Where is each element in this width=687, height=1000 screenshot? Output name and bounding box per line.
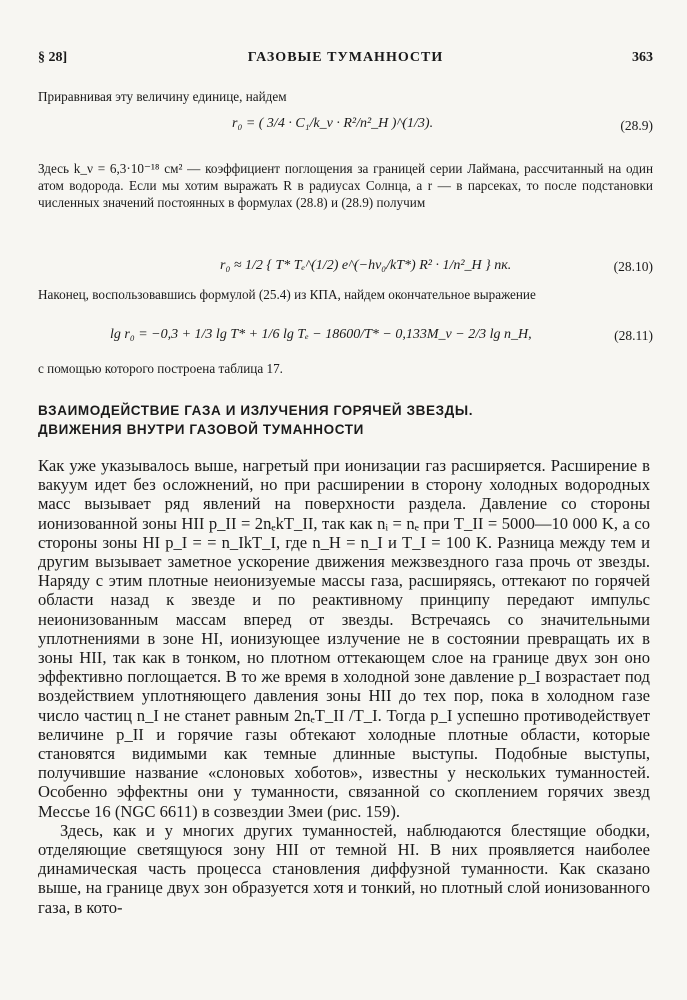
running-title: ГАЗОВЫЕ ТУМАННОСТИ xyxy=(247,50,444,65)
paragraph-table-ref: с помощью которого построена таблица 17. xyxy=(38,361,283,376)
page-number: 363 xyxy=(632,50,653,65)
section-marker: § 28] xyxy=(38,50,68,65)
paragraph-kpa: Наконец, воспользовавшись формулой (25.4) из КПА, найдем окончательное выражение xyxy=(38,287,536,302)
equation-28-10: r₀ ≈ 1/2 { T* Tₑ^(1/2) e^(−hν₀/kT*) R² · 1/n²_H } пк. xyxy=(220,258,512,273)
body-text xyxy=(38,456,650,917)
equation-number-28-11: (28.11) xyxy=(614,328,653,343)
body-paragraph-1: Как уже указывалось выше, нагретый при ионизации газ расширяется. Расширение в вакуум идет без осложнений, но при расширении в сторону холодных водородных масс вызывает ряд явлений на поверхности раздела. Давление со стороны ионизованной зоны HII p_II = 2nₑkT_II, так как nᵢ = nₑ при T_II = 5000—10 000 K, а со стороны зоны HI p_I = = n_IkT_I, где n_H = n_I и T_I = 100 K. Разница между тем и другим вызывает заметное ускорение движения межзвездного газа прочь от звезды. Наряду с этим плотные неионизуемые массы газа, расширяясь, оттекают по горячей области назад к звезде и по реактивному принципу передают импульс неионизованным массам вперед от звезды. Встречаясь со значительными уплотнениями в зоне HI, ионизующее излучение не в состоянии превращать их в зоны HII, так как в тонком, но плотном оттекающем слое на границе двух зон оно эффективно поглощается. В то же время в холодной зоне давление p_I возрастает под воздействием уплотняющего давления зоны HII до тех пор, пока в холодном газе число частиц n_I не станет равным 2nₑT_II /T_I. Тогда p_I успешно противодействует величине p_II и горячие газы обтекают холодные плотные области, которые становятся видимыми как темные длинные выступы. Подобные выступы, получившие название «слоновых хоботов», известны у нескольких туманностей. Особенно эффектны они у туманности, связанной со скоплением горячих звезд Мессье 16 (NGC 6611) в созвездии Змеи (рис. 159). xyxy=(38,456,650,821)
running-header xyxy=(38,50,653,70)
section-heading xyxy=(38,401,653,439)
section-heading-line-1: ВЗАИМОДЕЙСТВИЕ ГАЗА И ИЗЛУЧЕНИЯ ГОРЯЧЕЙ ЗВЕЗДЫ. xyxy=(38,403,474,418)
equation-number-28-10: (28.10) xyxy=(613,259,653,274)
body-paragraph-2: Здесь, как и у многих других туманностей, наблюдаются блестящие ободки, отделяющие светящуюся зону HII от темной HI. В них проявляется наиболее динамическая часть процесса становления диффузной туманности. Как сказано выше, на границе двух зон образуется хотя и тонкий, но плотный слой ионизованного газа, в кото- xyxy=(38,820,650,917)
intro-line: Приравнивая эту величину единице, найдем xyxy=(38,89,287,104)
paragraph-absorption-coefficient: Здесь k_ν = 6,3·10⁻¹⁸ см² — коэффициент поглощения за границей серии Лаймана, рассчитанный на один атом водорода. Если мы хотим выражать R в радиусах Солнца, а r — в парсеках, то после подстановки численных значений постоянных в формулах (28.8) и (28.9) получим xyxy=(38,161,653,210)
equation-28-9: r₀ = ( 3/4 · C₁/k_ν · R²/n²_H )^(1/3). xyxy=(232,116,434,131)
section-heading-line-2: ДВИЖЕНИЯ ВНУТРИ ГАЗОВОЙ ТУМАННОСТИ xyxy=(38,422,364,437)
equation-number-28-9: (28.9) xyxy=(620,118,653,133)
equation-28-11: lg r₀ = −0,3 + 1/3 lg T* + 1/6 lg Tₑ − 18600/T* − 0,133M_v − 2/3 lg n_H, xyxy=(110,327,532,342)
